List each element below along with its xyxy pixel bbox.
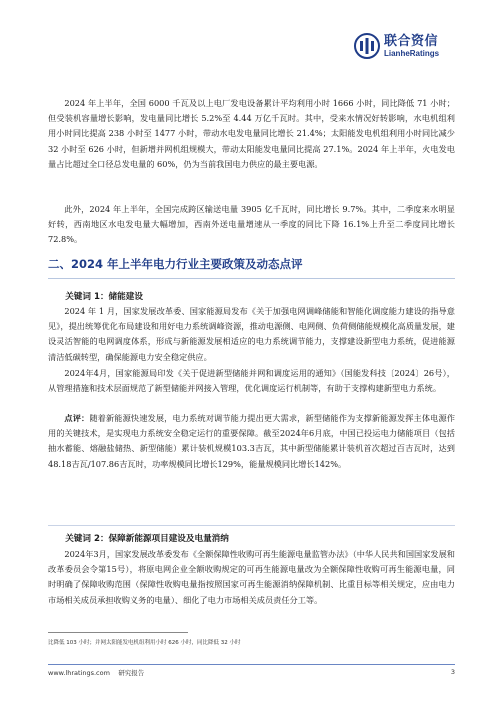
keyword-2-title: 关键词 2：保障新能源项目建设及电量消纳 (65, 534, 229, 544)
keyword-1-title: 关键词 1：储能建设 (65, 292, 143, 302)
section-title-underline (48, 278, 455, 279)
comment-text: 随着新能源快速发展，电力系统对调节能力提出更大需求，新型储能作为支撑新能源发挥主体电源作用的关键技术，是实现电力系统安全稳定运行的重要保障。截至2024年6月底，中国已投运电力储能项目（包括抽水蓄能、熔融盐储热、新型储能）累计装机规模103.3吉瓦，其中新型储能累计装机首次超过百吉瓦时，达到48.18吉瓦/107.86吉瓦时，功率规模同比增长129%，能量规模同比增长142%。 (48, 413, 455, 469)
section-title: 二、2024 年上半年电力行业主要政策及动态点评 (48, 257, 303, 271)
keyword-1-paragraph-1: 2024 年 1 月，国家发展改革委、国家能源局发布《关于加强电网调峰储能和智能化调度能力建设的指导意见》，提出统筹优化布局建设和用好电力系统调峰资源，推动电源侧、电网侧、负荷侧储能规模化高质量发展，建设灵活智能的电网调度体系，形成与新能源发展相适应的电力系统调节能力，支撑建设新型电力系统，促进能源清洁低碳转型，确保能源电力安全稳定供应。 (48, 306, 455, 362)
keyword-2-paragraph: 2024年3月，国家发展改革委发布《全额保障性收购可再生能源电量监管办法》（中华人民共和国国家发展和改革委员会令第15号），将原电网企业全额收购规定的可再生能源电量改为全额保障性收购可再生能源电量，同时明确了保障收购范围（保障性收购电量指按照国家可再生能源消纳保障机制、比重目标等相关规定，应由电力市场相关成员承担收购义务的电量）、细化了电力市场相关成员责任分工等。 (48, 549, 455, 605)
logo-chinese-name: 联合资信 (384, 34, 439, 49)
intro-paragraph-2: 此外，2024 年上半年，全国完成跨区输送电量 3905 亿千瓦时，同比增长 9.7%。其中，二季度来水明显好转，西南地区水电发电量大幅增加，西南外送电量增速从一季度的同比下降 16.1%上升至二季度同比增长 72.8%。 (48, 204, 455, 245)
footer-left (48, 668, 144, 677)
footnote-separator (48, 632, 188, 633)
page-header (0, 0, 500, 60)
intro-paragraph-1: 2024 年上半年，全国 6000 千瓦及以上电厂发电设备累计平均利用小时 1666 小时，同比降低 71 小时；但受装机容量增长影响，发电量同比增长 5.2%至 4.44 万亿千瓦时。其中，受来水情况好转影响，水电机组利用小时同比提高 238 小时至 1477 小时，带动水电发电量同比增长 21.4%；太阳能发电机组利用小时同比减少 32 小时至 626 小时，但新增并网机组规模大，带动太阳能发电量同比提高 27.1%。2024 年上半年，火电发电量占比超过全口径总发电量的 60%，仍为当前我国电力供应的最主要电源。 (48, 98, 455, 169)
keyword-1-paragraph-2: 2024年4月，国家能源局印发《关于促进新型储能并网和调度运用的通知》（国能发科技〔2024〕26号），从管理措施和技术层面规范了新型储能并网接入管理，优化调度运行机制等，有助于支撑构建新型电力系统。 (48, 368, 455, 394)
comment-label: 点评： (64, 413, 90, 423)
keyword-1-comment (48, 411, 455, 472)
lianhe-logo-icon (354, 33, 380, 59)
footer-url[interactable]: www.lhratings.com (48, 669, 110, 677)
footer-rule (48, 664, 455, 665)
page-footer (48, 668, 455, 680)
logo-english-name: LianheRatings (384, 49, 440, 58)
footer-doc-type: 研究报告 (118, 669, 145, 677)
page-number: 3 (450, 668, 455, 676)
footnote: 比降低 103 小时；并网太阳能发电机组利用小时 626 小时，同比降低 32 小时 (48, 640, 241, 646)
company-logo (354, 30, 464, 62)
section-divider (48, 525, 455, 526)
